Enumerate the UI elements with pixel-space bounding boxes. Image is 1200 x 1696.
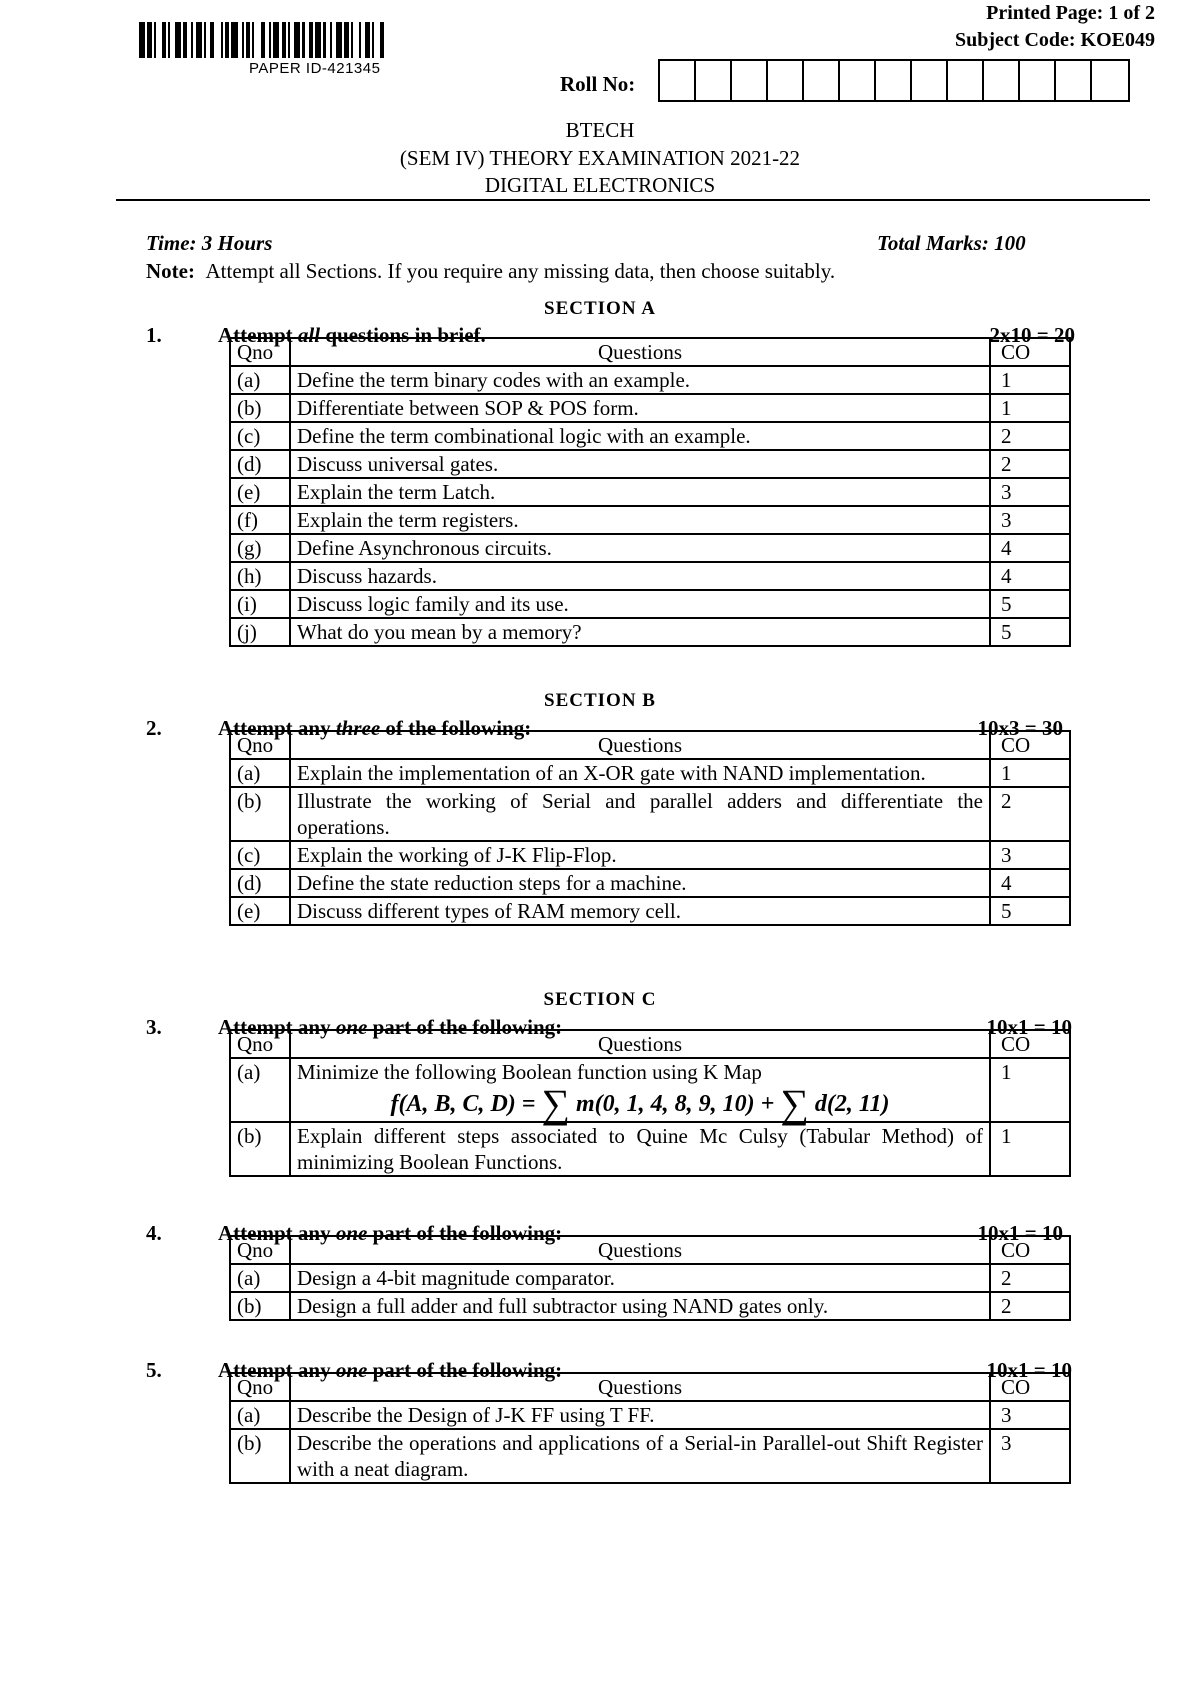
table-row xyxy=(230,897,1070,925)
course-outcome: 1 xyxy=(990,759,1070,787)
roll-box[interactable] xyxy=(876,61,912,100)
table-row xyxy=(230,590,1070,618)
question-text xyxy=(290,787,990,841)
section-marks: 10x3 = 30 xyxy=(977,716,1063,740)
course-outcome: 5 xyxy=(990,618,1070,646)
question-text xyxy=(290,422,990,450)
instruction-emphasis: one xyxy=(335,1221,368,1245)
table-row xyxy=(230,841,1070,869)
question-label: (d) xyxy=(230,450,290,478)
roll-box[interactable] xyxy=(840,61,876,100)
instruction-post: part of the following: xyxy=(367,1015,563,1039)
co-header: CO xyxy=(990,338,1070,366)
question-text xyxy=(290,450,990,478)
question-text-content: Define the term binary codes with an example. xyxy=(297,368,691,392)
co-header: CO xyxy=(990,1373,1070,1401)
question-label: (a) xyxy=(230,1264,290,1292)
question-table xyxy=(229,337,1071,647)
question-label: (g) xyxy=(230,534,290,562)
program-title: BTECH xyxy=(565,118,635,142)
co-header: CO xyxy=(990,1236,1070,1264)
question-text xyxy=(290,534,990,562)
instruction-pre: Attempt any xyxy=(218,1015,336,1039)
note-text: Attempt all Sections. If you require any missing data, then choose suitably. xyxy=(205,259,836,283)
question-table xyxy=(229,730,1071,926)
course-outcome: 2 xyxy=(990,787,1070,841)
course-outcome: 4 xyxy=(990,869,1070,897)
question-text xyxy=(290,506,990,534)
sigma-symbol: ∑ xyxy=(780,1081,809,1126)
question-text xyxy=(290,394,990,422)
time-allowed: Time: 3 Hours xyxy=(146,231,273,255)
barcode-bar xyxy=(384,22,386,58)
section-marks: 10x1 = 10 xyxy=(986,1358,1072,1382)
note xyxy=(146,259,835,284)
table-header-row xyxy=(230,338,1070,366)
table-row xyxy=(230,394,1070,422)
instruction-emphasis: all xyxy=(297,323,321,347)
roll-box[interactable] xyxy=(984,61,1020,100)
question-number: 4. xyxy=(146,1221,162,1245)
roll-box[interactable] xyxy=(1092,61,1128,100)
instruction-post: of the following: xyxy=(380,716,532,740)
instruction-emphasis: one xyxy=(335,1358,368,1382)
roll-box[interactable] xyxy=(768,61,804,100)
instruction-emphasis: three xyxy=(335,716,381,740)
instruction-pre: Attempt any xyxy=(218,1221,336,1245)
table-row xyxy=(230,450,1070,478)
table-row xyxy=(230,869,1070,897)
question-table xyxy=(229,1235,1071,1321)
function-lhs: f(A, B, C, D) = xyxy=(390,1091,542,1117)
question-label: (i) xyxy=(230,590,290,618)
instruction-pre: Attempt any xyxy=(218,1358,336,1382)
question-text-content: Explain different steps associated to Quine Mc Culsy (Tabular Method) of minimizing Boolean Functions. xyxy=(297,1124,983,1174)
question-number: 1. xyxy=(146,323,162,347)
roll-box[interactable] xyxy=(912,61,948,100)
question-label: (b) xyxy=(230,1292,290,1320)
co-header: CO xyxy=(990,1030,1070,1058)
qno-header: Qno xyxy=(230,1030,290,1058)
header-divider xyxy=(116,199,1150,201)
question-table xyxy=(229,1372,1071,1484)
section-marks: 10x1 = 10 xyxy=(977,1221,1063,1245)
question-text xyxy=(290,618,990,646)
questions-header: Questions xyxy=(290,731,990,759)
question-label: (a) xyxy=(230,366,290,394)
course-outcome: 2 xyxy=(990,1264,1070,1292)
question-text-content: Illustrate the working of Serial and parallel adders and differentiate the operations. xyxy=(297,789,983,839)
question-text xyxy=(290,590,990,618)
course-outcome: 1 xyxy=(990,394,1070,422)
course-outcome: 2 xyxy=(990,1292,1070,1320)
question-text-content: Discuss different types of RAM memory cell. xyxy=(297,899,681,923)
minterms: m(0, 1, 4, 8, 9, 10) + xyxy=(570,1091,781,1117)
course-outcome: 3 xyxy=(990,841,1070,869)
table-row xyxy=(230,787,1070,841)
question-label: (d) xyxy=(230,869,290,897)
question-text-content: Differentiate between SOP & POS form. xyxy=(297,396,639,420)
questions-header: Questions xyxy=(290,1373,990,1401)
course-outcome: 3 xyxy=(990,1401,1070,1429)
question-label: (f) xyxy=(230,506,290,534)
question-label: (b) xyxy=(230,394,290,422)
instruction-emphasis: one xyxy=(335,1015,368,1039)
table-row xyxy=(230,1264,1070,1292)
question-label: (e) xyxy=(230,897,290,925)
co-header: CO xyxy=(990,731,1070,759)
table-header-row xyxy=(230,1236,1070,1264)
table-row xyxy=(230,1122,1070,1176)
instruction-post: part of the following: xyxy=(367,1221,563,1245)
section-marks: 10x1 = 10 xyxy=(986,1015,1072,1039)
question-text-content: What do you mean by a memory? xyxy=(297,620,582,644)
course-outcome: 1 xyxy=(990,1058,1070,1122)
table-row xyxy=(230,618,1070,646)
course-outcome: 3 xyxy=(990,506,1070,534)
qno-header: Qno xyxy=(230,338,290,366)
question-label: (j) xyxy=(230,618,290,646)
dont-cares: d(2, 11) xyxy=(808,1091,890,1117)
question-number: 3. xyxy=(146,1015,162,1039)
question-text-content: Explain the implementation of an X-OR gate with NAND implementation. xyxy=(297,761,926,785)
sigma-symbol: ∑ xyxy=(541,1081,570,1126)
question-label: (b) xyxy=(230,1122,290,1176)
roll-box[interactable] xyxy=(696,61,732,100)
questions-header: Questions xyxy=(290,1236,990,1264)
qno-header: Qno xyxy=(230,1236,290,1264)
roll-no-boxes[interactable] xyxy=(658,59,1130,102)
question-text-content: Explain the term Latch. xyxy=(297,480,496,504)
question-label: (e) xyxy=(230,478,290,506)
question-text-content: Define the term combinational logic with an example. xyxy=(297,424,751,448)
instruction-post: questions in brief. xyxy=(320,323,486,347)
question-table xyxy=(229,1029,1071,1177)
roll-box[interactable] xyxy=(948,61,984,100)
section-heading: SECTION A xyxy=(544,298,656,319)
table-row xyxy=(230,1429,1070,1483)
section-heading: SECTION C xyxy=(543,989,657,1010)
roll-box[interactable] xyxy=(1056,61,1092,100)
table-row xyxy=(230,366,1070,394)
question-text-content: Design a full adder and full subtractor using NAND gates only. xyxy=(297,1294,829,1318)
question-number: 5. xyxy=(146,1358,162,1382)
table-header-row xyxy=(230,1030,1070,1058)
section-marks: 2x10 = 20 xyxy=(989,323,1075,347)
question-text-content: Describe the operations and applications of a Serial-in Parallel-out Shift Register with a neat diagram. xyxy=(297,1431,983,1481)
course-outcome: 3 xyxy=(990,1429,1070,1483)
note-label: Note: xyxy=(146,259,195,283)
question-text xyxy=(290,1122,990,1176)
question-text-content: Define Asynchronous circuits. xyxy=(297,536,552,560)
question-text xyxy=(290,869,990,897)
question-text-content: Explain the term registers. xyxy=(297,508,519,532)
table-header-row xyxy=(230,731,1070,759)
question-text-content: Design a 4-bit magnitude comparator. xyxy=(297,1266,615,1290)
printed-page: Printed Page: 1 of 2 xyxy=(986,2,1155,24)
question-number: 2. xyxy=(146,716,162,740)
question-label: (c) xyxy=(230,422,290,450)
question-text xyxy=(290,1401,990,1429)
paper-id: PAPER ID-421345 xyxy=(249,60,381,77)
question-text xyxy=(290,366,990,394)
questions-header: Questions xyxy=(290,338,990,366)
question-label: (a) xyxy=(230,1058,290,1122)
course-outcome: 5 xyxy=(990,590,1070,618)
course-outcome: 2 xyxy=(990,422,1070,450)
course-outcome: 2 xyxy=(990,450,1070,478)
subject-title: DIGITAL ELECTRONICS xyxy=(484,173,716,197)
subject-code: Subject Code: KOE049 xyxy=(955,29,1155,51)
course-outcome: 4 xyxy=(990,562,1070,590)
question-text xyxy=(290,1292,990,1320)
table-row xyxy=(230,506,1070,534)
question-text xyxy=(290,1429,990,1483)
question-text-content: Discuss hazards. xyxy=(297,564,437,588)
question-text xyxy=(290,897,990,925)
qno-header: Qno xyxy=(230,1373,290,1401)
question-label: (c) xyxy=(230,841,290,869)
table-row xyxy=(230,534,1070,562)
question-label: (a) xyxy=(230,1401,290,1429)
table-row xyxy=(230,1292,1070,1320)
question-label: (a) xyxy=(230,759,290,787)
question-label: (b) xyxy=(230,787,290,841)
roll-box[interactable] xyxy=(732,61,768,100)
question-text-content: Explain the working of J-K Flip-Flop. xyxy=(297,843,617,867)
question-label: (b) xyxy=(230,1429,290,1483)
boolean-function xyxy=(297,1081,983,1126)
section-heading: SECTION B xyxy=(544,690,656,711)
course-outcome: 4 xyxy=(990,534,1070,562)
course-outcome: 1 xyxy=(990,1122,1070,1176)
question-text-content: Discuss universal gates. xyxy=(297,452,499,476)
table-header-row xyxy=(230,1373,1070,1401)
table-row xyxy=(230,562,1070,590)
course-outcome: 3 xyxy=(990,478,1070,506)
question-text-content: Minimize the following Boolean function using K Map xyxy=(297,1060,762,1084)
roll-box[interactable] xyxy=(804,61,840,100)
question-text-content: Discuss logic family and its use. xyxy=(297,592,569,616)
roll-box[interactable] xyxy=(1020,61,1056,100)
question-text xyxy=(290,759,990,787)
question-text xyxy=(290,841,990,869)
table-row xyxy=(230,1401,1070,1429)
course-outcome: 1 xyxy=(990,366,1070,394)
instruction-pre: Attempt xyxy=(218,323,298,347)
course-outcome: 5 xyxy=(990,897,1070,925)
question-text xyxy=(290,1264,990,1292)
question-text-content: Define the state reduction steps for a machine. xyxy=(297,871,687,895)
question-label: (h) xyxy=(230,562,290,590)
table-row xyxy=(230,759,1070,787)
table-row xyxy=(230,422,1070,450)
instruction-pre: Attempt any xyxy=(218,716,336,740)
instruction-post: part of the following: xyxy=(367,1358,563,1382)
questions-header: Questions xyxy=(290,1030,990,1058)
total-marks: Total Marks: 100 xyxy=(877,231,1026,255)
barcode xyxy=(139,22,496,58)
roll-box[interactable] xyxy=(660,61,696,100)
exam-title: (SEM IV) THEORY EXAMINATION 2021-22 xyxy=(399,146,801,170)
qno-header: Qno xyxy=(230,731,290,759)
roll-no-label: Roll No: xyxy=(560,72,636,96)
question-text xyxy=(290,562,990,590)
question-text xyxy=(290,1058,990,1126)
table-row xyxy=(230,478,1070,506)
question-text xyxy=(290,478,990,506)
question-text-content: Describe the Design of J-K FF using T FF. xyxy=(297,1403,655,1427)
table-row xyxy=(230,1058,1070,1122)
